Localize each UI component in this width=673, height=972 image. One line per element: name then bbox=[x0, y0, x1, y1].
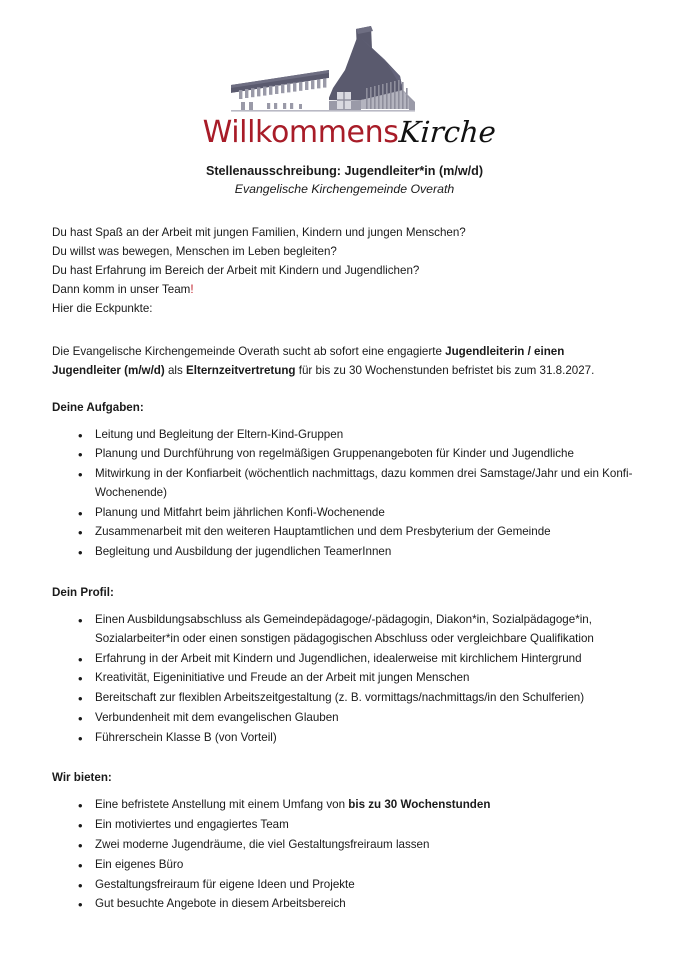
page-subtitle: Evangelische Kirchengemeinde Overath bbox=[234, 182, 455, 197]
list-item-pre: Ein eigenes Büro bbox=[95, 857, 184, 871]
intro-line-1: Du hast Spaß an der Arbeit mit jungen Familien, Kindern und jungen Menschen? bbox=[52, 226, 466, 240]
church-building-graphic bbox=[225, 26, 470, 122]
lead-part-3: für bis zu 30 Wochenstunden befristet bis zum 31.8.2027. bbox=[295, 363, 595, 377]
page-title: Stellenausschreibung: Jugendleiter*in (m/w/d) bbox=[205, 164, 484, 178]
intro-line-2: Du willst was bewegen, Menschen im Leben begleiten? bbox=[52, 244, 337, 258]
intro-cta-text: Dann komm in unser Team bbox=[52, 282, 191, 296]
list-item: • Zusammenarbeit mit den weiteren Hauptamtlichen und dem Presbyterium der Gemeinde bbox=[52, 523, 637, 542]
intro-block bbox=[52, 224, 637, 318]
list-item-pre: Eine befristete Anstellung mit einem Umfang von bbox=[95, 798, 349, 812]
list-item bbox=[52, 876, 637, 895]
intro-line-eckpunkte: Hier die Eckpunkte: bbox=[52, 301, 153, 315]
list-item-pre: Gut besuchte Angebote in diesem Arbeitsbereich bbox=[95, 897, 346, 911]
list-item: • Einen Ausbildungsabschluss als Gemeindepädagoge/-pädagogin, Diakon*in, Sozialpädagoge*in, Sozialarbeiter*in oder einen sonstigen pädagogischen Abschluss oder vergleichbare Qualifikation bbox=[52, 611, 637, 649]
list-item bbox=[52, 856, 637, 875]
intro-line-3: Du hast Erfahrung im Bereich der Arbeit mit Kindern und Jugendlichen? bbox=[52, 263, 420, 277]
lead-bold-role: Jugendleiterin / einen Jugendleiter (m/w/d) bbox=[52, 344, 565, 377]
list-aufgaben bbox=[52, 426, 637, 562]
list-item: • Führerschein Klasse B (von Vorteil) bbox=[52, 729, 637, 748]
section-heading-bieten: Wir bieten: bbox=[52, 771, 112, 785]
logo-wordmark bbox=[202, 115, 498, 150]
lead-part-1: Die Evangelische Kirchengemeinde Overath sucht ab sofort eine engagierte bbox=[52, 344, 446, 358]
list-item: • Mitwirkung in der Konfiarbeit (wöchentlich nachmittags, dazu kommen drei Samstage/Jahr und ein Konfi-Wochenende) bbox=[52, 465, 637, 503]
list-profil bbox=[52, 611, 637, 747]
list-item: • Bereitschaft zur flexiblen Arbeitszeitgestaltung (z. B. vormittags/nachmittags/in den Schulferien) bbox=[52, 689, 637, 708]
list-item bbox=[52, 836, 637, 855]
logo-word-kirche: Kirche bbox=[398, 115, 498, 149]
list-item: • Erfahrung in der Arbeit mit Kindern und Jugendlichen, idealerweise mit kirchlichem Hintergrund bbox=[52, 650, 637, 669]
list-item: • Verbundenheit mit dem evangelischen Glauben bbox=[52, 709, 637, 728]
list-item: • Planung und Mitfahrt beim jährlichen Konfi-Wochenende bbox=[52, 504, 637, 523]
list-item: • Leitung und Begleitung der Eltern-Kind-Gruppen bbox=[52, 426, 637, 445]
logo-word-willkommens: Willkommens bbox=[202, 115, 399, 150]
list-bieten bbox=[52, 796, 637, 914]
list-item: • Begleitung und Ausbildung der jugendlichen TeamerInnen bbox=[52, 543, 637, 562]
list-item bbox=[52, 796, 637, 815]
lead-part-2: als bbox=[164, 363, 186, 377]
intro-cta-exclamation: ! bbox=[190, 282, 194, 296]
list-item-pre: Ein motiviertes und engagiertes Team bbox=[95, 818, 289, 832]
list-item: • Kreativität, Eigeninitiative und Freude an der Arbeit mit jungen Menschen bbox=[52, 669, 637, 688]
intro-line-cta bbox=[52, 281, 637, 300]
list-item-pre: Gestaltungsfreiraum für eigene Ideen und Projekte bbox=[95, 877, 355, 891]
lead-bold-contract: Elternzeitvertretung bbox=[186, 363, 296, 377]
list-item: • Planung und Durchführung von regelmäßigen Gruppenangeboten für Kinder und Jugendliche bbox=[52, 445, 637, 464]
section-heading-profil: Dein Profil: bbox=[52, 586, 114, 599]
list-item bbox=[52, 816, 637, 835]
list-item bbox=[52, 895, 637, 914]
list-item-pre: Zwei moderne Jugendräume, die viel Gestaltungsfreiraum lassen bbox=[95, 838, 430, 852]
organization-logo bbox=[52, 0, 637, 148]
section-heading-aufgaben: Deine Aufgaben: bbox=[52, 400, 144, 414]
list-item-bold: bis zu 30 Wochenstunden bbox=[348, 798, 491, 812]
lead-paragraph bbox=[52, 342, 612, 380]
